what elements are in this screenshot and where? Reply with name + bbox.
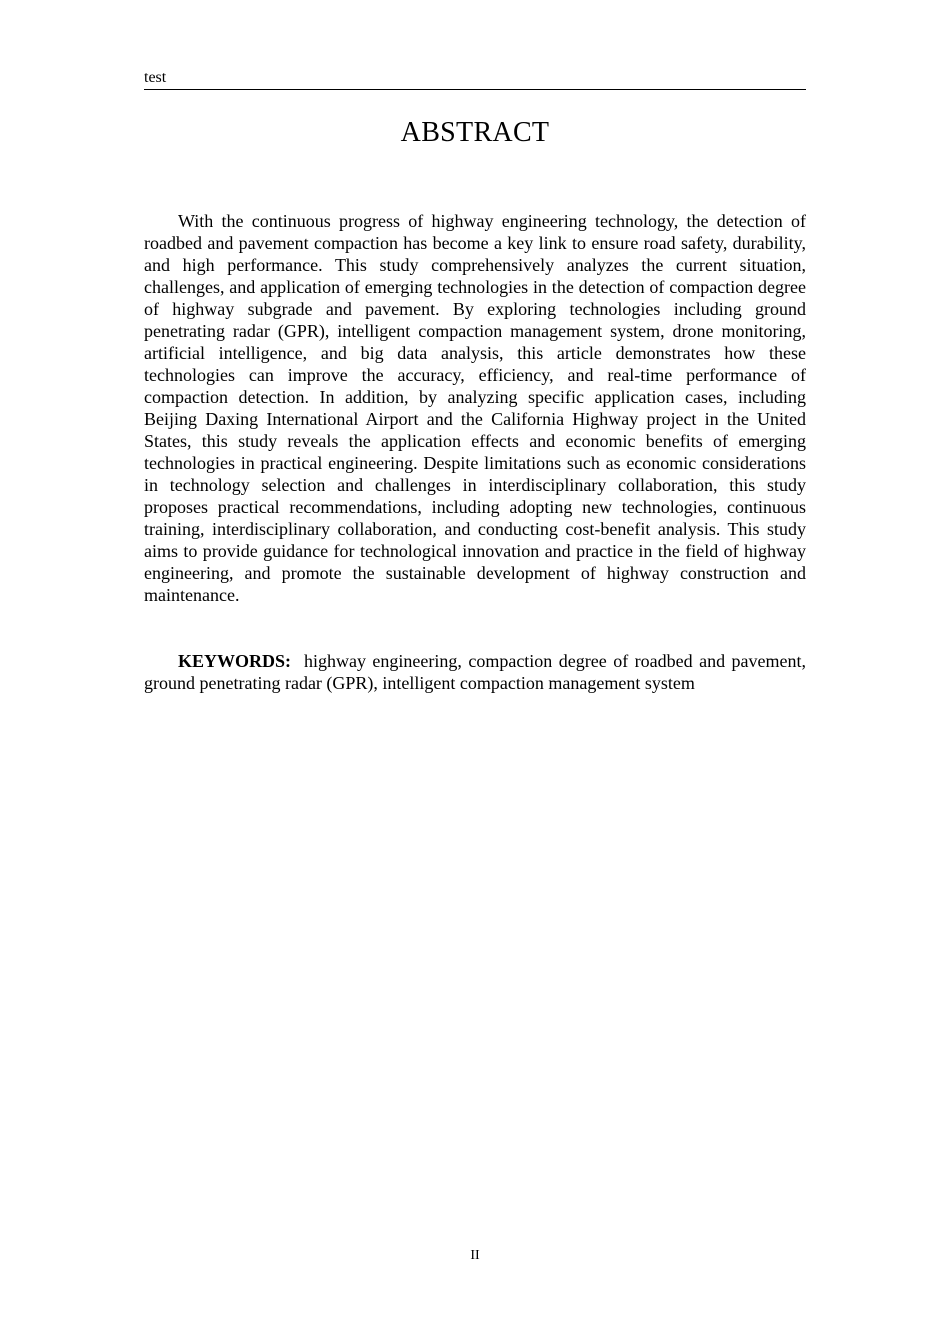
keywords-text: highway engineering, compaction degree of roadbed and pavement, ground penetrating radar (GPR), intelligent compaction management system (144, 651, 807, 693)
page-header (144, 69, 806, 90)
keywords-paragraph (144, 650, 806, 694)
abstract-body: With the continuous progress of highway engineering technology, the detection of roadbed and pavement compaction has become a key link to ensure road safety, durability, and high performance. This study comprehensively analyzes the current situation, challenges, and application of emerging technologies in the detection of compaction degree of highway subgrade and pavement. By exploring technologies including ground penetrating radar (GPR), intelligent compaction management system, drone monitoring, artificial intelligence, and big data analysis, this article demonstrates how these technologies can improve the accuracy, efficiency, and real-time performance of compaction detection. In addition, by analyzing specific application cases, including Beijing Daxing International Airport and the California Highway project in the United States, this study reveals the application effects and economic benefits of emerging technologies in practical engineering. Despite limitations such as economic considerations in technology selection and challenges in interdisciplinary collaboration, this study proposes practical recommendations, including adopting new technologies, continuous training, interdisciplinary collaboration, and conducting cost-benefit analysis. This study aims to provide guidance for technological innovation and practice in the field of highway engineering, and promote the sustainable development of highway construction and maintenance. (144, 211, 806, 605)
keywords-label: KEYWORDS: (178, 651, 292, 671)
abstract-title: ABSTRACT (400, 117, 550, 148)
page-number: II (470, 1248, 480, 1263)
header-text: test (144, 69, 167, 86)
